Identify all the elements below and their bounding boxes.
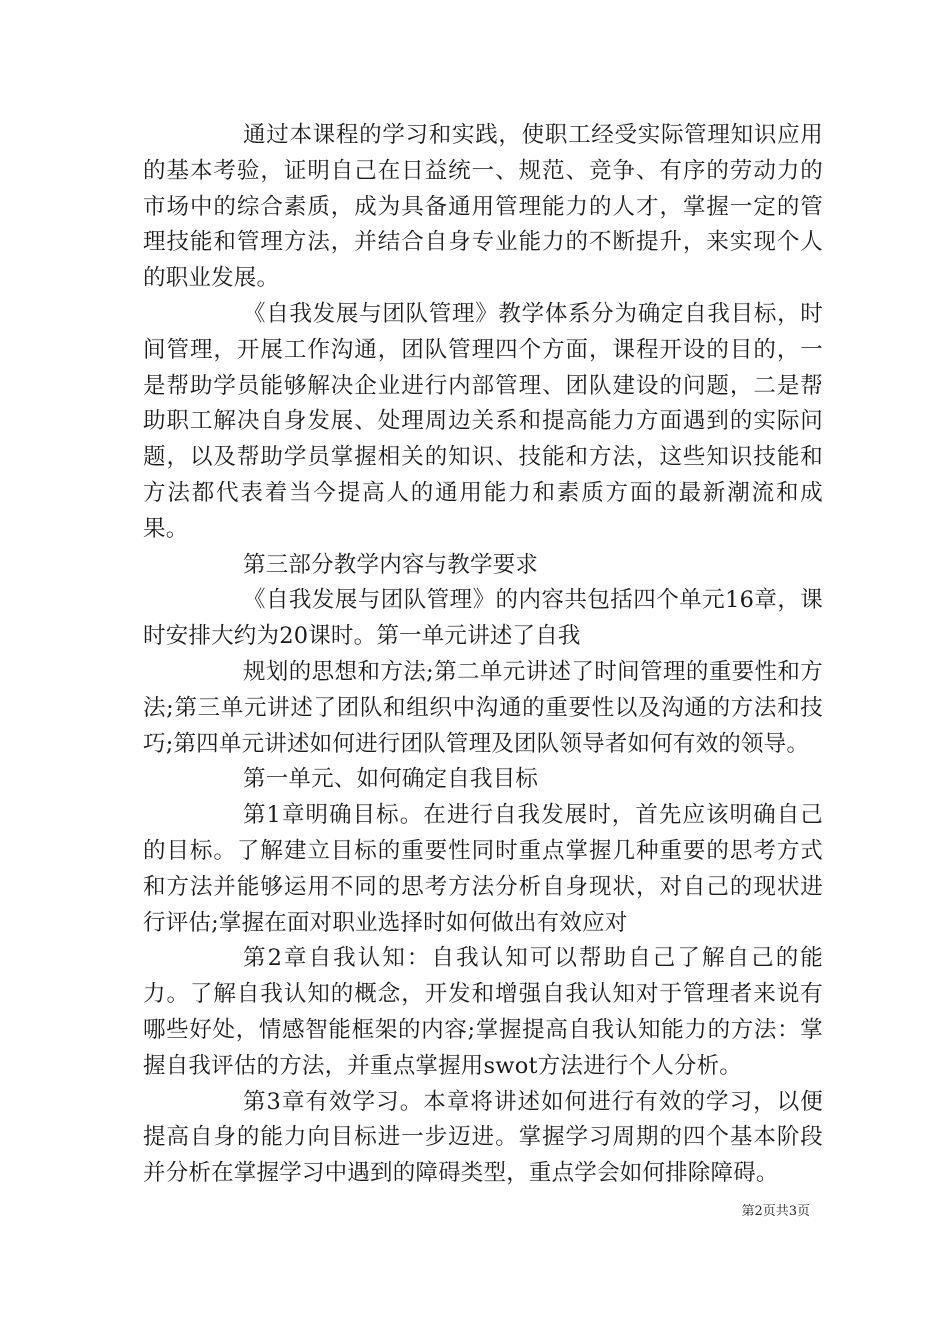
paragraph-teaching-system: 《自我发展与团队管理》教学体系分为确定自我目标，时间管理，开展工作沟通，团队管理四个方面，课程开设的目的，一是帮助学员能够解决企业进行内部管理、团队建设的问题，二是帮助职工解决自身发展、处理周边关系和提高能力方面遇到的实际问题，以及帮助学员掌握相关的知识、技能和方法，这些知识技能和方法都代表着当今提高人的通用能力和素质方面的最新潮流和成果。 [143, 300, 823, 542]
document-body [143, 118, 823, 1192]
page-number-footer: 第2页共3页 [741, 1204, 810, 1219]
paragraph-content-overview: 《自我发展与团队管理》的内容共包括四个单元16章，课时安排大约为20课时。第一单元讲述了自我 [143, 587, 823, 650]
paragraph-course-purpose: 通过本课程的学习和实践，使职工经受实际管理知识应用的基本考验，证明自己在日益统一、规范、竞争、有序的劳动力的市场中的综合素质，成为具备通用管理能力的人才，掌握一定的管理技能和管理方法，并结合自身专业能力的不断提升，来实现个人的职业发展。 [143, 122, 823, 292]
unit-heading-one: 第一单元、如何确定自我目标 [243, 766, 539, 793]
paragraph-chapter-1: 第1章明确目标。在进行自我发展时，首先应该明确自己的目标。了解建立目标的重要性同时重点掌握几种重要的思考方式和方法并能够运用不同的思考方法分析自身现状，对自己的现状进行评估;掌握在面对职业选择时如何做出有效应对 [143, 802, 823, 936]
paragraph-chapter-2: 第2章自我认知：自我认知可以帮助自己了解自己的能力。了解自我认知的概念，开发和增强自我认知对于管理者来说有哪些好处，情感智能框架的内容;掌握提高自我认知能力的方法：掌握自我评估的方法，并重点掌握用swot方法进行个人分析。 [143, 945, 823, 1079]
section-heading-part-three: 第三部分教学内容与教学要求 [243, 551, 539, 578]
paragraph-chapter-3: 第3章有效学习。本章将讲述如何进行有效的学习，以便提高自身的能力向目标进一步迈进。掌握学习周期的四个基本阶段并分析在掌握学习中遇到的障碍类型，重点学会如何排除障碍。 [143, 1088, 823, 1187]
paragraph-units-description: 规划的思想和方法;第二单元讲述了时间管理的重要性和方法;第三单元讲述了团队和组织中沟通的重要性以及沟通的方法和技巧;第四单元讲述如何进行团队管理及团队领导者如何有效的领导。 [143, 658, 823, 757]
